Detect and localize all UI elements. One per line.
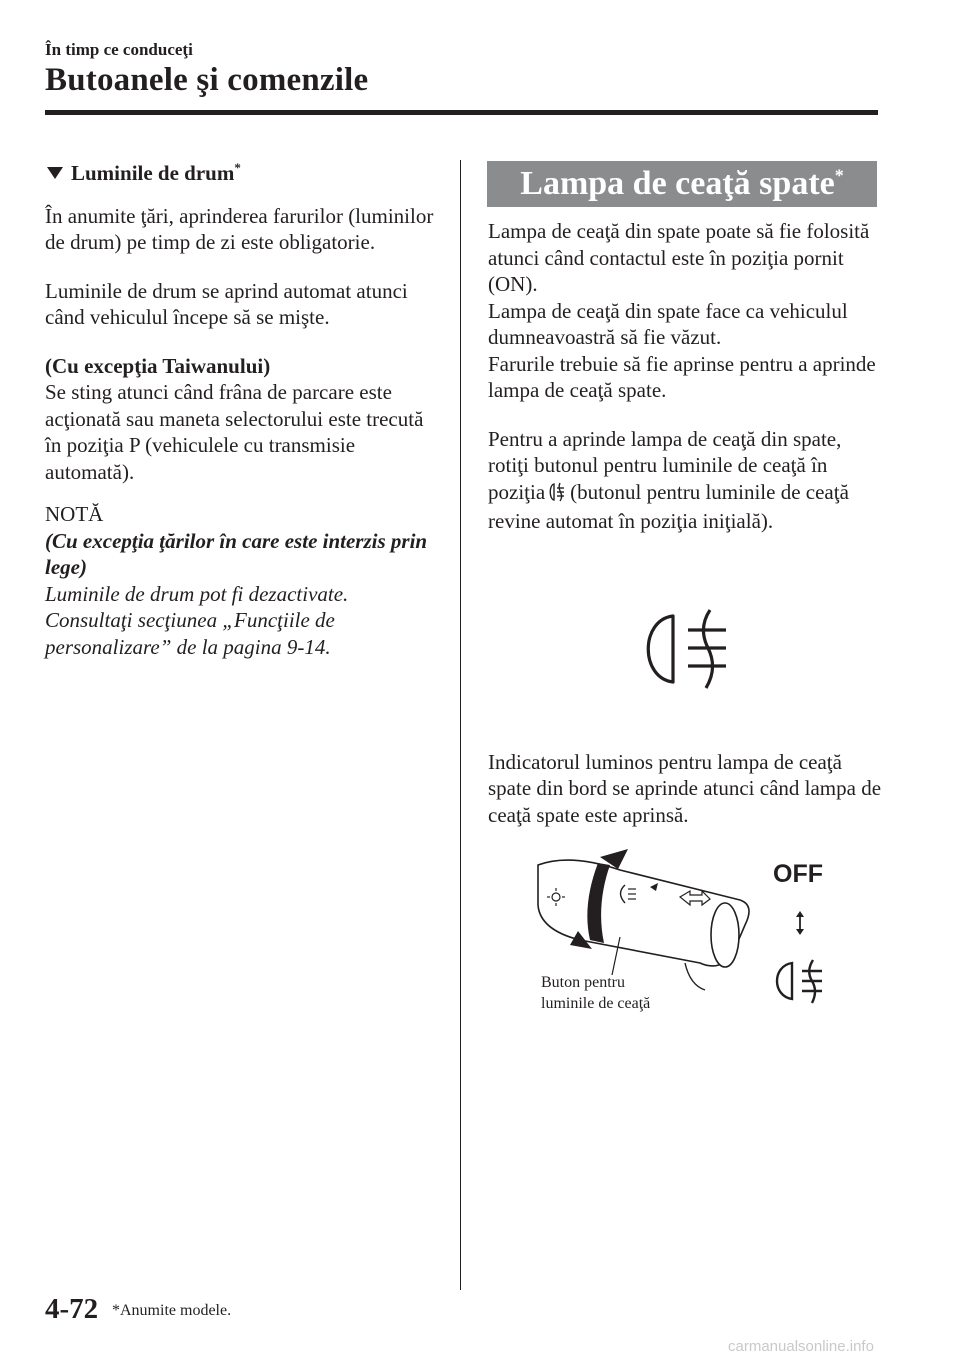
heading-text: Luminile de drum xyxy=(71,161,235,185)
right-column xyxy=(488,218,883,828)
paragraph: Lampa de ceaţă din spate poate să fie folosită atunci când contactul este în poziţia pornit (ON). xyxy=(488,219,870,296)
page-title: Butoanele şi comenzile xyxy=(45,62,369,98)
footnote: *Anumite modele. xyxy=(112,1302,232,1319)
asterisk-mark: * xyxy=(834,165,844,186)
paragraph: Lampa de ceaţă din spate face ca vehiculul dumneavoastră să fie văzut. xyxy=(488,298,848,349)
triangle-bullet-icon xyxy=(47,167,63,179)
paragraph: Se sting atunci când frâna de parcare este acţionată sau maneta selectorului este trecută în poziţia P (vehiculele cu transmisie automată). xyxy=(45,380,424,484)
note-heading: (Cu excepţia ţărilor în care este interzis prin lege) xyxy=(45,528,428,579)
section-banner xyxy=(487,161,877,207)
note-text: Luminile de drum pot fi dezactivate. Consultaţi secţiunea „Funcţiile de personalizare” de la pagina 9-14. xyxy=(45,581,349,659)
daytime-lights-heading xyxy=(45,160,440,187)
page-number: 4-72 xyxy=(45,1293,99,1325)
paragraph: În anumite ţări, aprinderea farurilor (luminilor de drum) pe timp de zi este obligatorie. xyxy=(45,203,434,254)
asterisk-mark: * xyxy=(234,160,241,175)
watermark: carmanualsonline.info xyxy=(728,1338,874,1355)
paragraph: Indicatorul luminos pentru lampa de ceaţă spate din bord se aprinde atunci când lampa de ceaţă spate este aprinsă. xyxy=(488,749,882,827)
paragraph-with-icon xyxy=(488,426,883,535)
section-label: În timp ce conduceţi xyxy=(45,40,193,59)
subheading: (Cu excepţia Taiwanului) xyxy=(45,353,271,378)
off-position-label: OFF xyxy=(773,860,823,888)
note-label: NOTĂ xyxy=(45,502,104,526)
rear-fog-lamp-icon xyxy=(548,482,566,509)
paragraph: Luminile de drum se aprind automat atunci când vehiculul începe să se mişte. xyxy=(45,278,408,329)
callout-line: luminile de ceaţă xyxy=(541,995,651,1012)
fog-switch-callout xyxy=(541,972,650,1014)
banner-title: Lampa de ceaţă spate xyxy=(520,165,835,202)
left-column xyxy=(45,160,440,660)
header-rule xyxy=(45,110,878,115)
paragraph: Farurile trebuie să fie aprinse pentru a aprinde lampa de ceaţă spate. xyxy=(488,351,876,402)
rear-fog-lamp-icon xyxy=(640,608,740,695)
text-part: Pentru a aprinde lampa de ceaţă din spate, rotiţi butonul pentru luminile de ceaţă în poziţia xyxy=(488,426,842,504)
text-part: (butonul pentru luminile de ceaţă revine automat în poziţia iniţială). xyxy=(488,479,849,533)
column-divider xyxy=(460,160,461,1290)
callout-line: Buton pentru xyxy=(541,974,625,991)
